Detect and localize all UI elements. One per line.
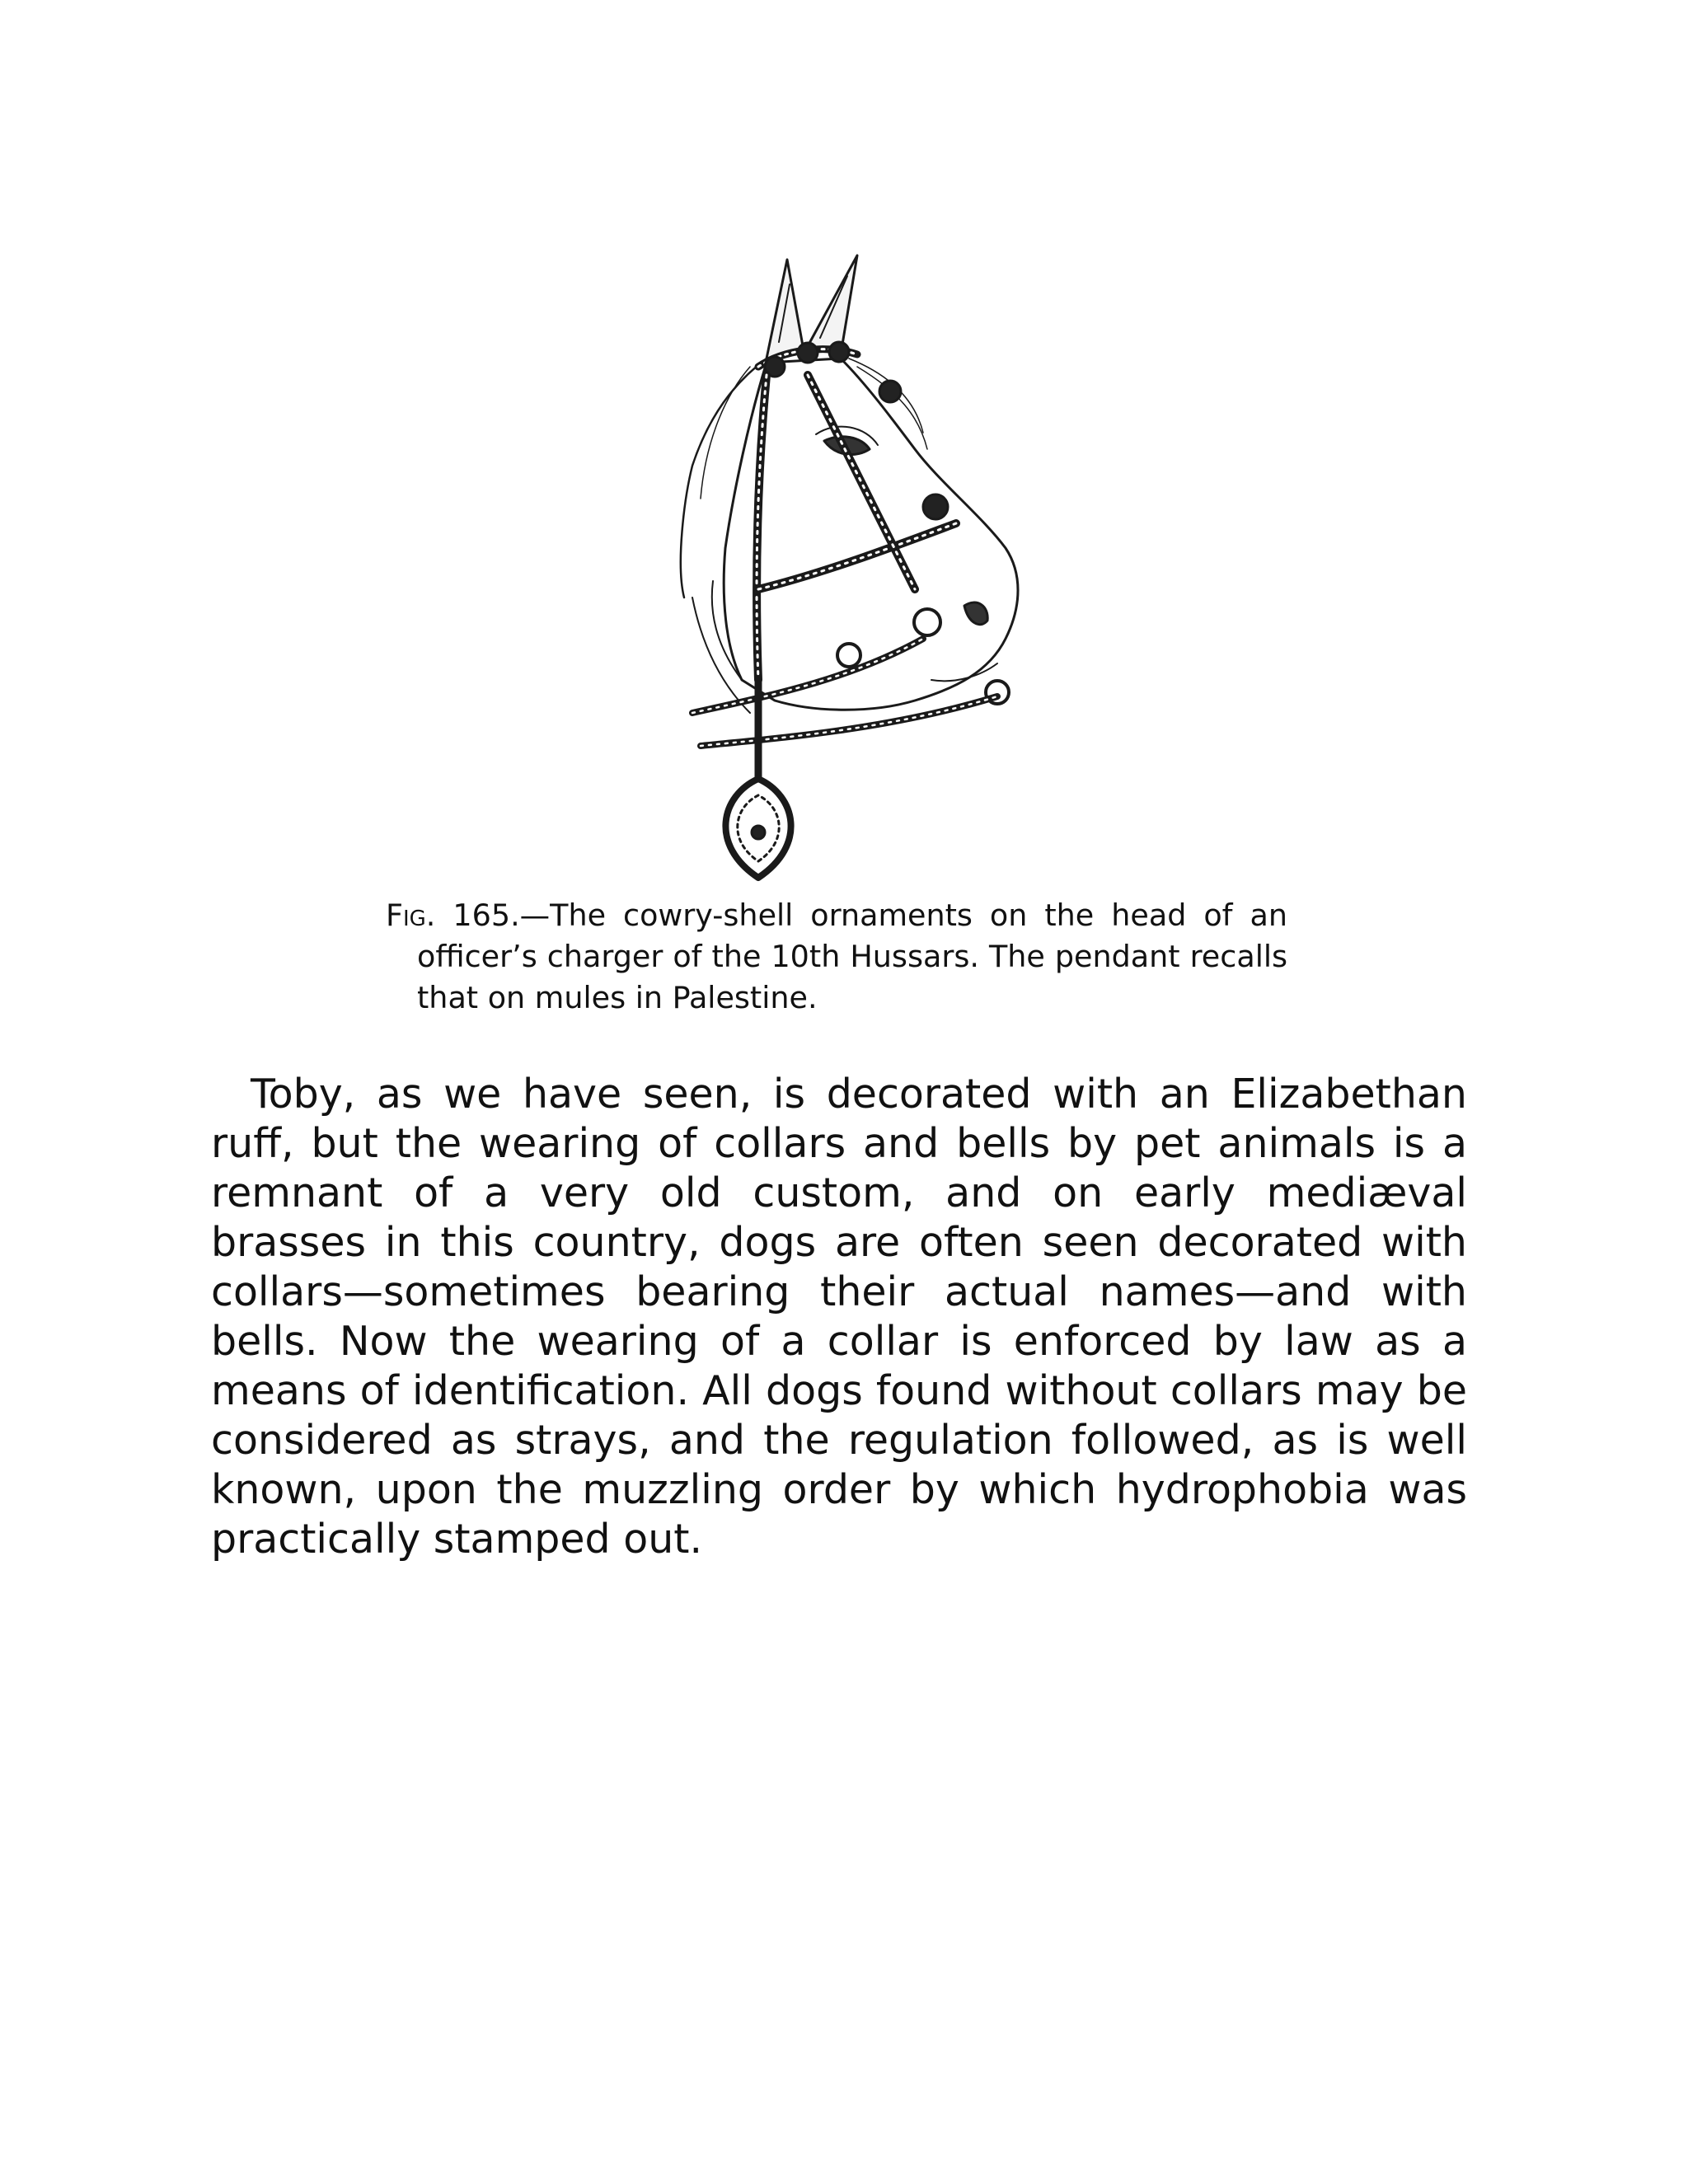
horse-head-illustration [643,251,1055,886]
figure-label: Fig. [386,898,436,933]
horse-head-icon [643,251,1055,886]
caption-text: 165.—The cowry-shell ornaments on the head of an officer’s charger of the 10th Hussars. The pendant recalls that on mules in Palestine. [417,898,1287,1015]
figure-caption [386,895,1287,1019]
body-paragraph: Toby, as we have seen, is decorated with an Elizabethan ruff, but the wearing of collars and bells by pet animals is a remnant of a very old custom, and on early mediæval brasses in this country, dogs are often seen decorated with collars—sometimes bearing their actual names—and with bells. Now the wearing of a collar is enforced by law as a means of identification. All dogs found without collars may be considered as strays, and the regulation followed, as is well known, upon the muzzling order by which hydrophobia was practically stamped out. [211,1071,1467,1563]
